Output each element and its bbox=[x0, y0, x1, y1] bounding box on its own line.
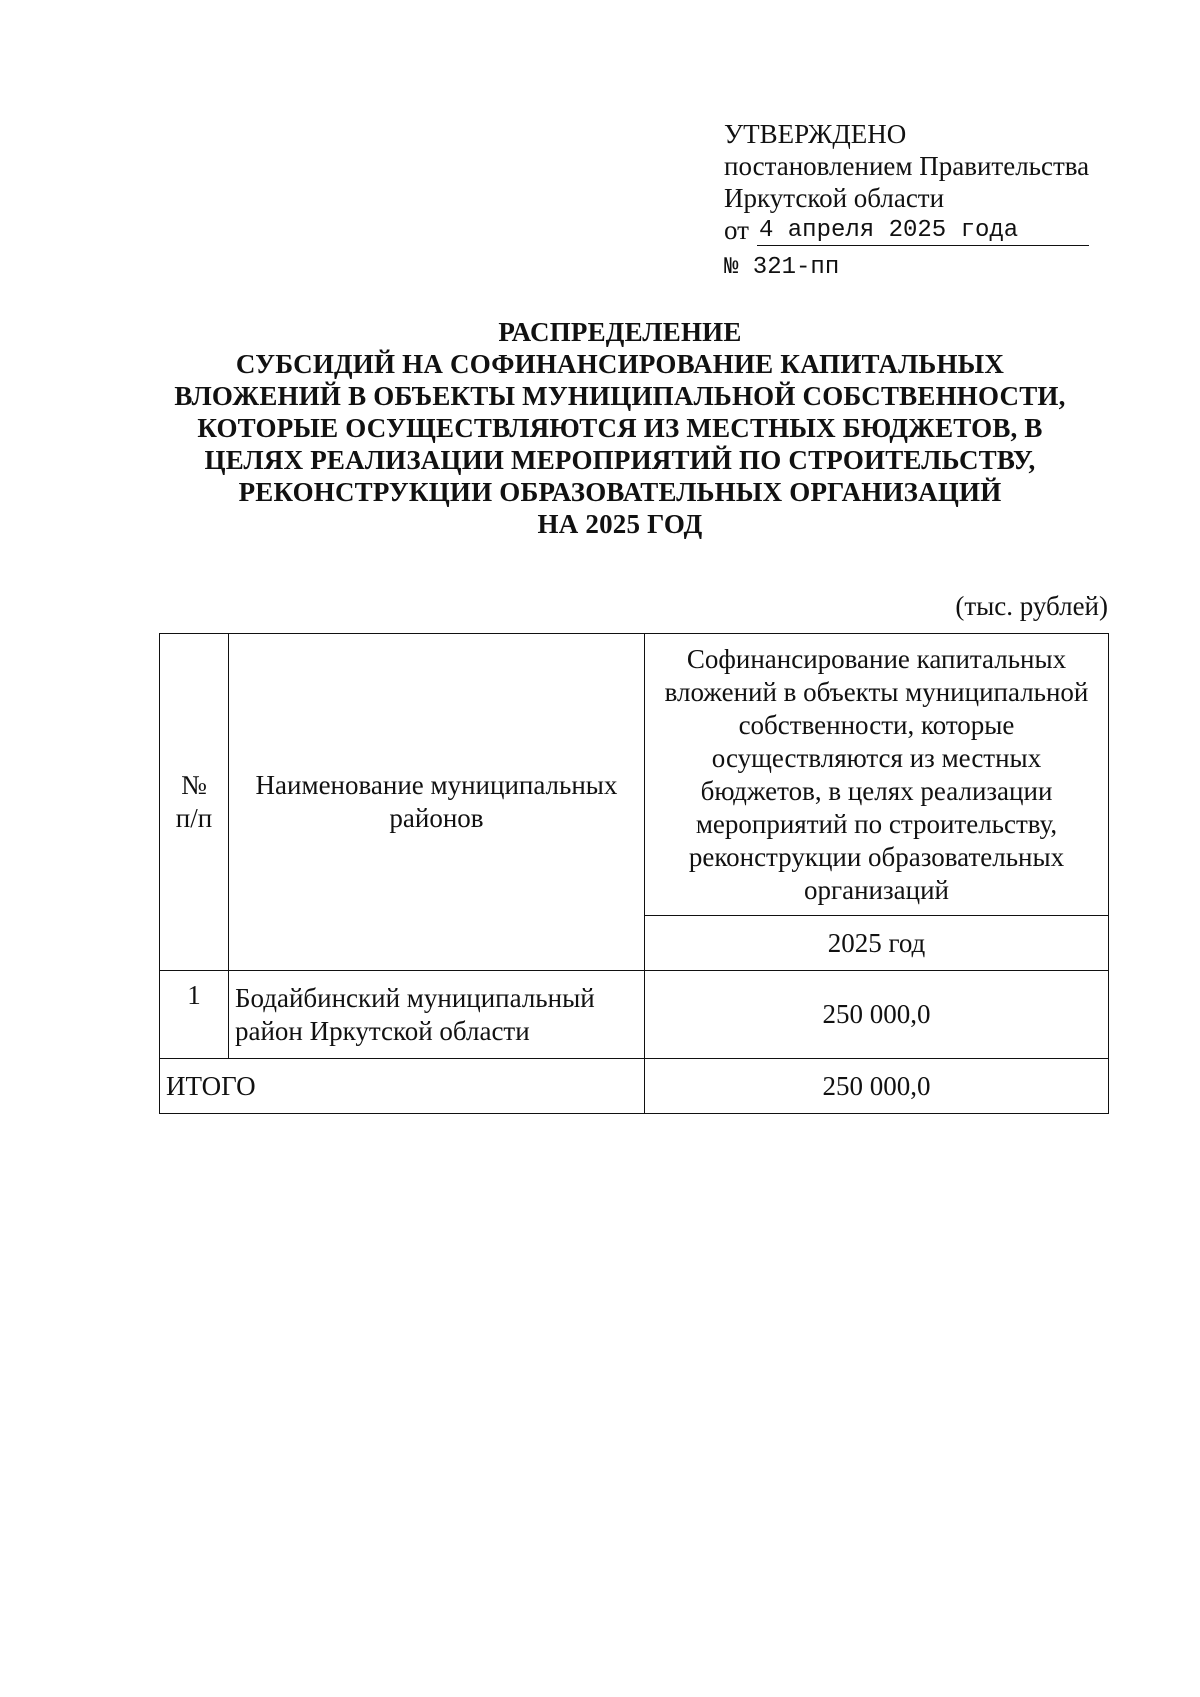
approval-status: УТВЕРЖДЕНО bbox=[724, 119, 907, 149]
units-label: (тыс. рублей) bbox=[955, 591, 1108, 621]
header-year: 2025 год bbox=[645, 916, 1109, 971]
title-line: РАСПРЕДЕЛЕНИЕ bbox=[498, 317, 742, 347]
approval-date-line bbox=[724, 214, 1124, 246]
approval-line-1: постановлением Правительства bbox=[724, 151, 1090, 181]
row-district-name bbox=[229, 971, 645, 1059]
header-number-symbol: № bbox=[181, 770, 207, 800]
title-line: ЦЕЛЯХ РЕАЛИЗАЦИИ МЕРОПРИЯТИЙ ПО СТРОИТЕЛЬСТВУ, bbox=[204, 445, 1036, 475]
approval-stamp bbox=[724, 118, 1124, 284]
document-title bbox=[130, 316, 1110, 540]
table-header-row bbox=[160, 634, 1109, 916]
distribution-table bbox=[159, 633, 1109, 1114]
title-line: ВЛОЖЕНИЙ В ОБЪЕКТЫ МУНИЦИПАЛЬНОЙ СОБСТВЕННОСТИ, bbox=[174, 381, 1066, 411]
table-total-row bbox=[160, 1059, 1109, 1114]
row-district-name-line-1: Бодайбинский муниципальный bbox=[235, 982, 595, 1013]
title-line: КОТОРЫЕ ОСУЩЕСТВЛЯЮТСЯ ИЗ МЕСТНЫХ БЮДЖЕТОВ, В bbox=[197, 413, 1043, 443]
total-label: ИТОГО bbox=[160, 1059, 645, 1114]
approval-number: № 321-пп bbox=[724, 254, 840, 281]
approval-date-value: 4 апреля 2025 года bbox=[757, 217, 1089, 246]
header-number-abbr: п/п bbox=[175, 803, 213, 833]
table-row bbox=[160, 971, 1109, 1059]
row-value: 250 000,0 bbox=[645, 971, 1109, 1059]
approval-date-label: от bbox=[724, 215, 749, 245]
title-line: СУБСИДИЙ НА СОФИНАНСИРОВАНИЕ КАПИТАЛЬНЫХ bbox=[235, 349, 1005, 379]
total-value: 250 000,0 bbox=[645, 1059, 1109, 1114]
header-cofinancing: Софинансирование капитальных вложений в объекты муниципальной собственности, которые осуществляются из местных бюджетов, в целях реализации мероприятий по строительству, реконструкции образовательных организаций bbox=[645, 634, 1109, 916]
header-number bbox=[160, 634, 229, 971]
title-line: НА 2025 ГОД bbox=[537, 509, 703, 539]
row-district-name-line-2: район Иркутской области bbox=[235, 1015, 530, 1046]
approval-line-2: Иркутской области bbox=[724, 183, 945, 213]
row-number: 1 bbox=[160, 971, 229, 1059]
header-district-name: Наименование муниципальных районов bbox=[229, 634, 645, 971]
title-line: РЕКОНСТРУКЦИИ ОБРАЗОВАТЕЛЬНЫХ ОРГАНИЗАЦИЙ bbox=[238, 477, 1002, 507]
